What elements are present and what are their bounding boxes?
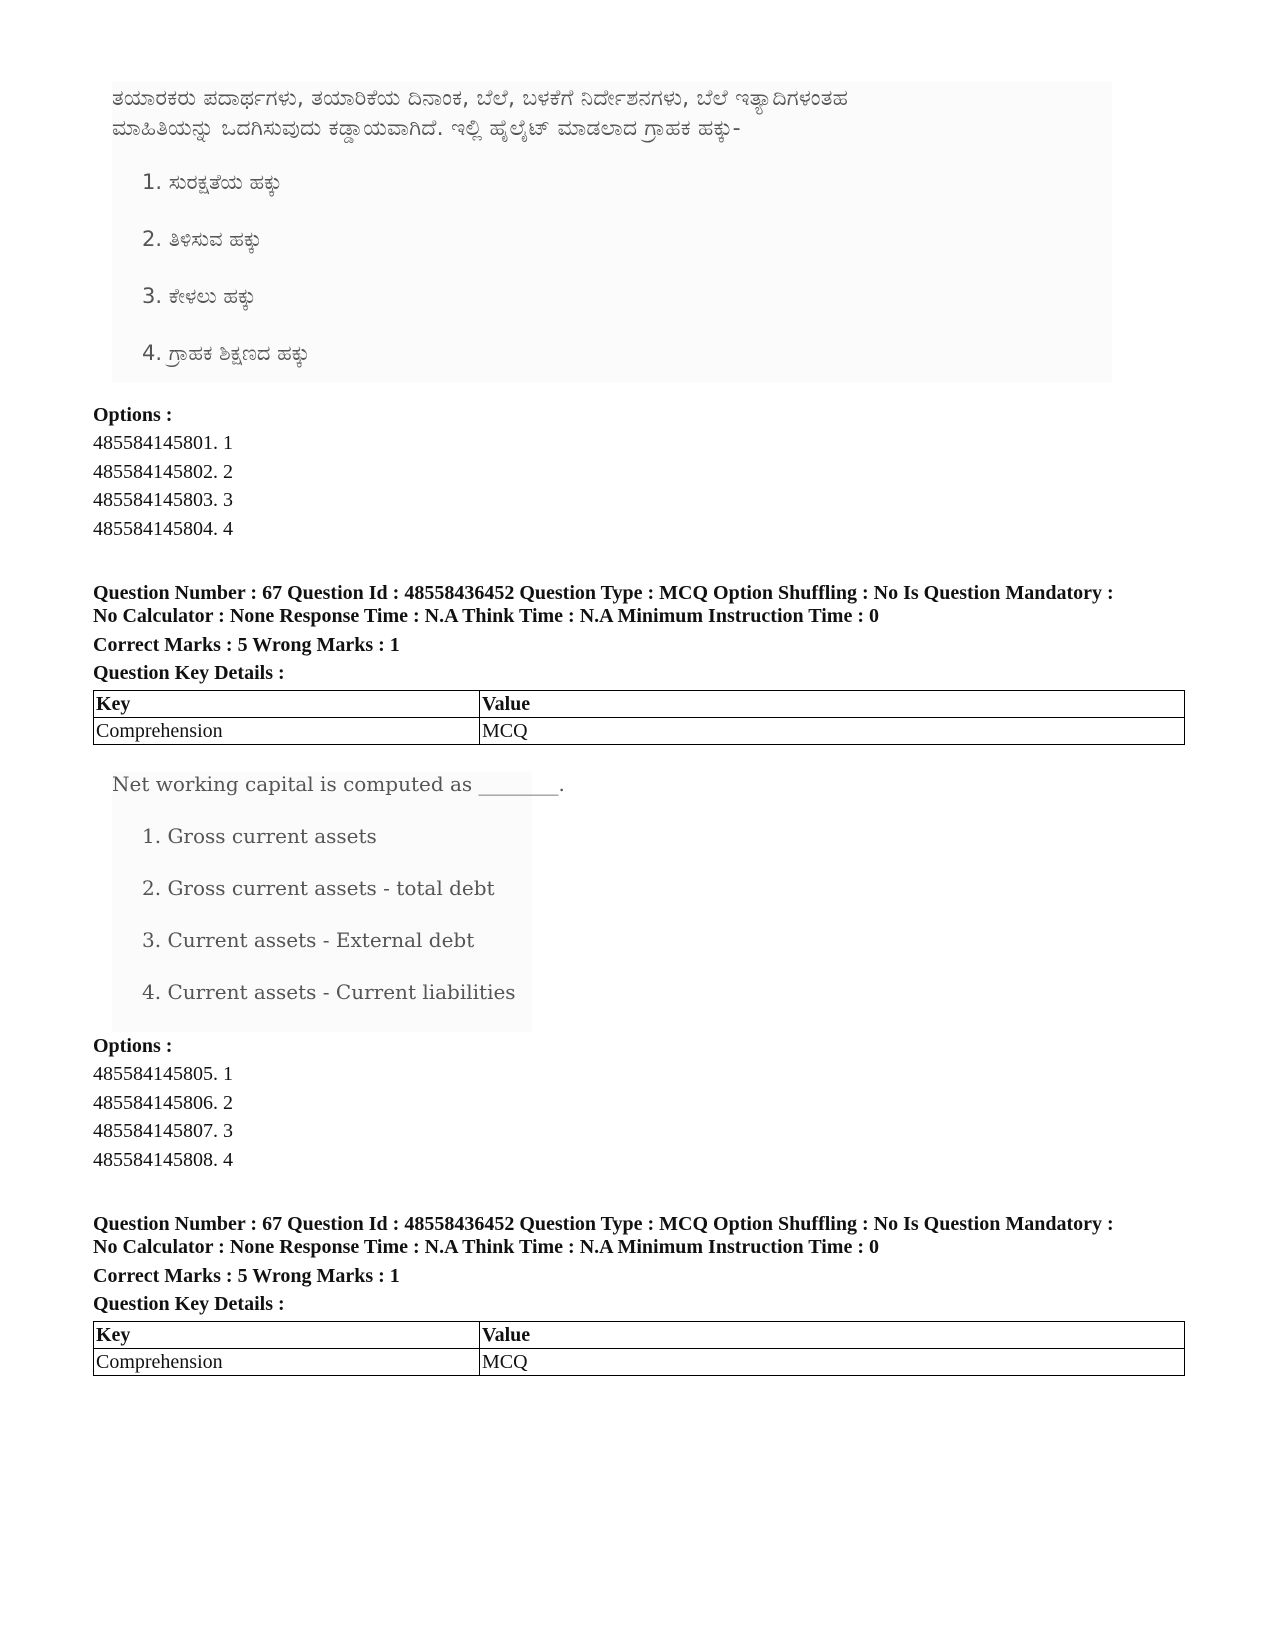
question-header-1 [93,582,1193,628]
question-header-line-2: No Calculator : None Response Time : N.A Think Time : N.A Minimum Instruction Time : 0 [93,1236,879,1258]
question-header-line-2: No Calculator : None Response Time : N.A Think Time : N.A Minimum Instruction Time : 0 [93,605,879,627]
option-item: 485584145801. 1 [93,432,233,454]
question-header-line-1: Question Number : 67 Question Id : 48558436452 Question Type : MCQ Option Shuffling : No Is Question Mandatory : [93,1213,1114,1235]
table-header-value: Value [480,1322,1185,1349]
table-row [94,718,1185,745]
table-cell-value: MCQ [480,718,1185,745]
kannada-stem-line-1: ತಯಾರಕರು ಪದಾರ್ಥಗಳು, ತಯಾರಿಕೆಯ ದಿನಾಂಕ, ಬೆಲೆ, ಬಳಕೆಗೆ ನಿರ್ದೇಶನಗಳು, ಬೆಲೆ ಇತ್ಯಾದಿಗಳಂತಹ [112,86,849,111]
option-item: 485584145807. 3 [93,1120,233,1142]
key-details-label: Question Key Details : [93,1293,285,1315]
table-cell-value: MCQ [480,1349,1185,1376]
kannada-option-1: 1. ಸುರಕ್ಷತೆಯ ಹಕ್ಕು [142,170,283,194]
key-details-label: Question Key Details : [93,662,285,684]
kannada-option-4: 4. ಗ್ರಾಹಕ ಶಿಕ್ಷಣದ ಹಕ್ಕು [142,341,310,365]
option-item: 485584145802. 2 [93,460,233,483]
marks-line: Correct Marks : 5 Wrong Marks : 1 [93,634,400,656]
table-header-key: Key [94,1322,480,1349]
option-item: 485584145803. 3 [93,489,233,511]
english-option-4: 4. Current assets - Current liabilities [142,980,516,1004]
table-header-value: Value [480,691,1185,718]
table-header-row [94,1322,1185,1349]
options-block-2 [93,1032,233,1174]
kannada-option-3: 3. ಕೇಳಲು ಹಕ್ಕು [142,284,257,308]
table-header-key: Key [94,691,480,718]
english-option-3: 3. Current assets - External debt [142,928,475,952]
english-question-image [112,772,565,1032]
table-row [94,1349,1185,1376]
english-option-1: 1. Gross current assets [142,824,377,848]
english-option-2: 2. Gross current assets - total debt [142,876,495,900]
kannada-stem-line-2: ಮಾಹಿತಿಯನ್ನು ಒದಗಿಸುವುದು ಕಡ್ಡಾಯವಾಗಿದೆ. ಇಲ್ಲಿ ಹೈಲೈಟ್ ಮಾಡಲಾದ ಗ್ರಾಹಕ ಹಕ್ಕು- [112,116,741,141]
table-cell-key: Comprehension [94,718,480,745]
key-details-table [93,690,1185,745]
kannada-question-image [112,82,1112,382]
english-stem: Net working capital is computed as ________. [112,772,565,796]
table-header-row [94,691,1185,718]
question-header-2 [93,1213,1193,1259]
option-item: 485584145804. 4 [93,517,233,540]
key-details-table [93,1321,1185,1376]
table-cell-key: Comprehension [94,1349,480,1376]
marks-line: Correct Marks : 5 Wrong Marks : 1 [93,1265,400,1287]
question-header-line-1: Question Number : 67 Question Id : 48558436452 Question Type : MCQ Option Shuffling : No Is Question Mandatory : [93,582,1114,604]
option-item: 485584145805. 1 [93,1063,233,1085]
option-item: 485584145808. 4 [93,1148,233,1171]
option-item: 485584145806. 2 [93,1091,233,1114]
options-label: Options : [93,404,173,426]
options-label: Options : [93,1035,173,1057]
kannada-option-2: 2. ತಿಳಿಸುವ ಹಕ್ಕು [142,227,262,251]
options-block-1 [93,401,233,543]
